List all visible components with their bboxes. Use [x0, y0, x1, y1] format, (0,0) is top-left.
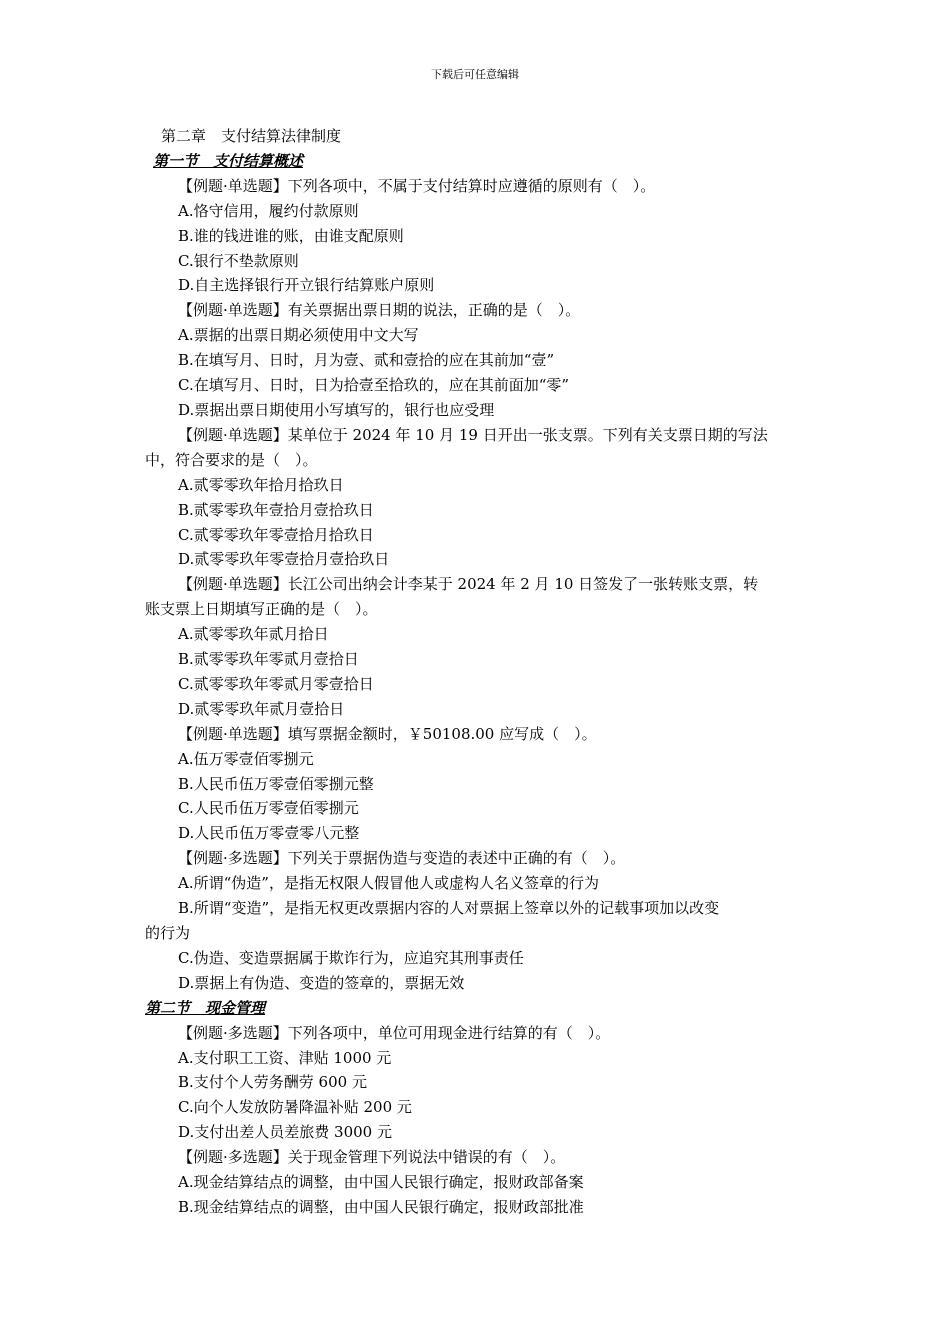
question-stem: 【例题·单选题】长江公司出纳会计李某于 2024 年 2 月 10 日签发了一张转账支票，转: [178, 575, 759, 594]
page-header: 下载后可任意编辑: [431, 68, 519, 81]
section-heading: [145, 149, 813, 174]
section-title: 第二节 现金管理: [145, 998, 266, 1017]
option: D.支付出差人员差旅费 3000 元: [178, 1123, 392, 1142]
option: C.银行不垫款原则: [178, 251, 299, 270]
option: B.谁的钱进谁的账，由谁支配原则: [178, 226, 404, 245]
question-stem: 【例题·多选题】下列关于票据伪造与变造的表述中正确的有（ ）。: [178, 849, 626, 868]
question-stem: 【例题·单选题】某单位于 2024 年 10 月 19 日开出一张支票。下列有关支票日期的写法: [178, 425, 768, 444]
option: A.支付职工工资、津贴 1000 元: [178, 1048, 392, 1067]
option: B.所谓“变造”，是指无权更改票据内容的人对票据上签章以外的记载事项加以改变: [178, 899, 720, 918]
section-title: 第一节 支付结算概述: [153, 151, 304, 170]
option: A.伍万零壹佰零捌元: [178, 749, 314, 768]
option: B.现金结算结点的调整，由中国人民银行确定，报财政部批准: [178, 1197, 584, 1216]
question-stem-continued: 中，符合要求的是（ ）。: [145, 450, 318, 469]
option: D.票据上有伪造、变造的签章的，票据无效: [178, 973, 465, 992]
option-continued: 的行为: [145, 924, 191, 942]
option: B.贰零零玖年零贰月壹拾日: [178, 650, 359, 669]
question-stem: 【例题·多选题】关于现金管理下列说法中错误的有（ ）。: [178, 1148, 566, 1167]
option: D.人民币伍万零壹零八元整: [178, 824, 360, 843]
section-heading: [145, 996, 813, 1021]
option: B.贰零零玖年壹拾月壹拾玖日: [178, 500, 374, 519]
option: A.贰零零玖年拾月拾玖日: [178, 475, 344, 494]
option: B.在填写月、日时，月为壹、贰和壹拾的应在其前加“壹”: [178, 351, 555, 370]
option: D.票据出票日期使用小写填写的，银行也应受理: [178, 400, 495, 419]
option: B.人民币伍万零壹佰零捌元整: [178, 774, 374, 793]
document-body: [145, 124, 813, 1220]
option: A.恪守信用，履约付款原则: [178, 201, 359, 220]
option: C.在填写月、日时，日为拾壹至拾玖的，应在其前面加“零”: [178, 376, 570, 395]
option: D.贰零零玖年零壹拾月壹拾玖日: [178, 550, 390, 569]
option: B.支付个人劳务酬劳 600 元: [178, 1073, 367, 1092]
question-stem: 【例题·单选题】有关票据出票日期的说法，正确的是（ ）。: [178, 301, 581, 320]
option: D.贰零零玖年贰月壹拾日: [178, 699, 345, 718]
option: A.所谓“伪造”，是指无权限人假冒他人或虚构人名义签章的行为: [178, 874, 599, 893]
option: C.人民币伍万零壹佰零捌元: [178, 799, 359, 818]
option: A.现金结算结点的调整，由中国人民银行确定，报财政部备案: [178, 1173, 584, 1192]
question-stem-continued: 账支票上日期填写正确的是（ ）。: [145, 600, 378, 619]
option: A.票据的出票日期必须使用中文大写: [178, 326, 419, 345]
question-stem: 【例题·单选题】填写票据金额时，￥50108.00 应写成（ ）。: [178, 724, 597, 743]
option: C.伪造、变造票据属于欺诈行为，应追究其刑事责任: [178, 948, 524, 967]
question-stem: 【例题·单选题】下列各项中，不属于支付结算时应遵循的原则有（ ）。: [178, 176, 656, 195]
question-stem: 【例题·多选题】下列各项中，单位可用现金进行结算的有（ ）。: [178, 1023, 611, 1042]
option: D.自主选择银行开立银行结算账户原则: [178, 276, 435, 295]
option: C.贰零零玖年零壹拾月拾玖日: [178, 525, 374, 544]
chapter-title: 第二章 支付结算法律制度: [161, 127, 342, 145]
option: C.贰零零玖年零贰月零壹拾日: [178, 674, 374, 693]
option: A.贰零零玖年贰月拾日: [178, 625, 329, 644]
option: C.向个人发放防暑降温补贴 200 元: [178, 1098, 412, 1117]
